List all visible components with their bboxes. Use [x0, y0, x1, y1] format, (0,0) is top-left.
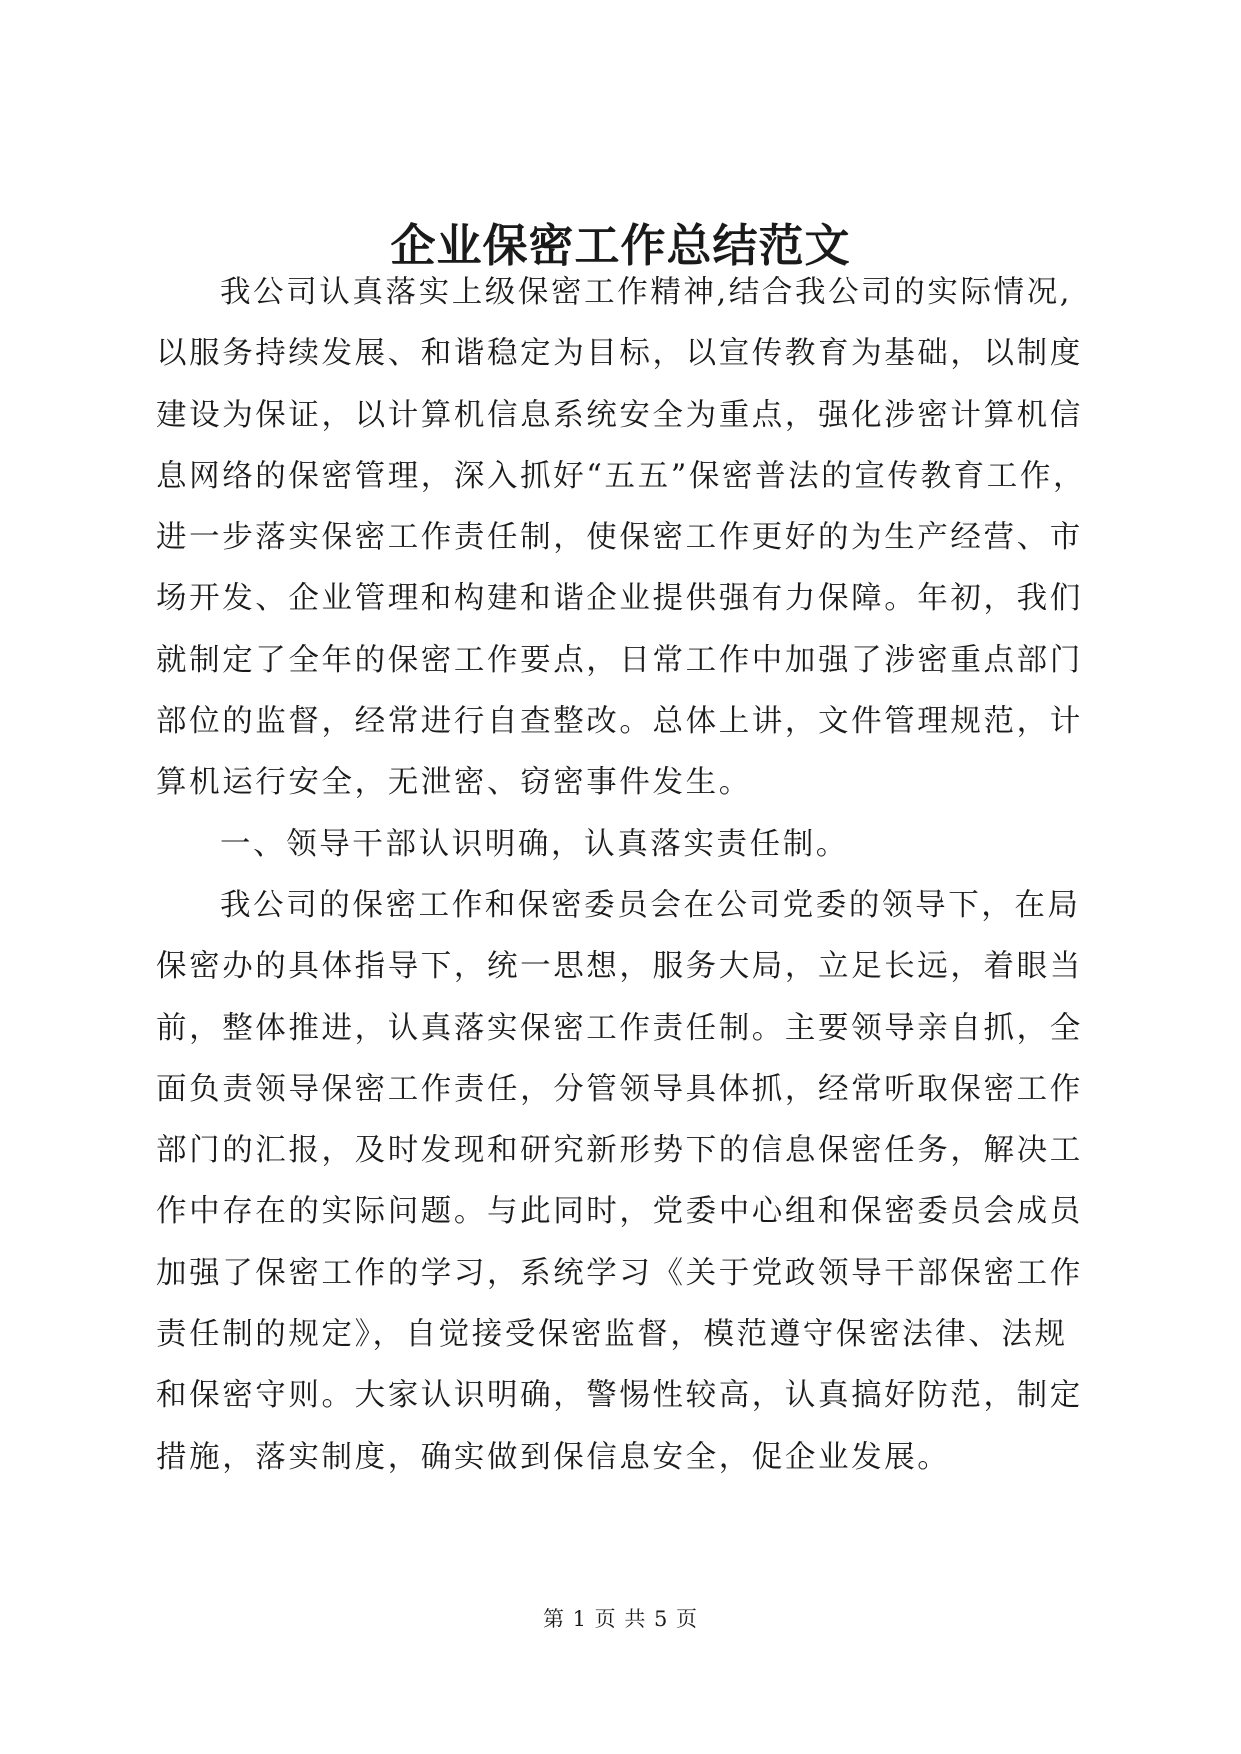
body-line: 部位的监督，经常进行自查整改。总体上讲，文件管理规范，计: [156, 704, 1083, 740]
body-line: 算机运行安全，无泄密、窃密事件发生。: [156, 765, 752, 801]
body-line: 部门的汇报，及时发现和研究新形势下的信息保密任务，解决工: [156, 1133, 1083, 1169]
body-line: 作中存在的实际问题。与此同时，党委中心组和保密委员会成员: [156, 1194, 1083, 1230]
body-line: 我公司的保密工作和保密委员会在公司党委的领导下，在局: [220, 887, 1081, 923]
body-line: 息网络的保密管理，深入抓好“五五”保密普法的宣传教育工作，: [156, 458, 1087, 494]
body-line: 和保密守则。大家认识明确，警惕性较高，认真搞好防范，制定: [156, 1378, 1083, 1414]
body-line: 我公司认真落实上级保密工作精神,结合我公司的实际情况,: [220, 275, 1073, 310]
body-line: 就制定了全年的保密工作要点，日常工作中加强了涉密重点部门: [156, 642, 1083, 678]
body-line: 建设为保证，以计算机信息系统安全为重点，强化涉密计算机信: [156, 397, 1083, 433]
section-heading: 一、领导干部认识明确，认真落实责任制。: [220, 826, 849, 862]
body-line: 面负责领导保密工作责任，分管领导具体抓，经常听取保密工作: [156, 1071, 1083, 1107]
body-line: 加强了保密工作的学习，系统学习《关于党政领导干部保密工作: [156, 1255, 1083, 1291]
document-body: [156, 262, 1086, 1488]
body-line: 进一步落实保密工作责任制，使保密工作更好的为生产经营、市: [156, 520, 1083, 556]
body-line: 前，整体推进，认真落实保密工作责任制。主要领导亲自抓，全: [156, 1010, 1083, 1046]
body-line: 措施，落实制度，确实做到保信息安全，促企业发展。: [156, 1439, 951, 1475]
body-line: 以服务持续发展、和谐稳定为目标，以宣传教育为基础，以制度: [156, 336, 1083, 372]
document-title: 企业保密工作总结范文: [390, 219, 851, 272]
body-line: 责任制的规定》，自觉接受保密监督，模范遵守保密法律、法规: [156, 1317, 1068, 1353]
page-number-footer: 第 1 页 共 5 页: [542, 1607, 699, 1631]
body-line: 场开发、企业管理和构建和谐企业提供强有力保障。年初，我们: [156, 581, 1083, 617]
body-line: 保密办的具体指导下，统一思想，服务大局，立足长远，着眼当: [156, 949, 1083, 985]
